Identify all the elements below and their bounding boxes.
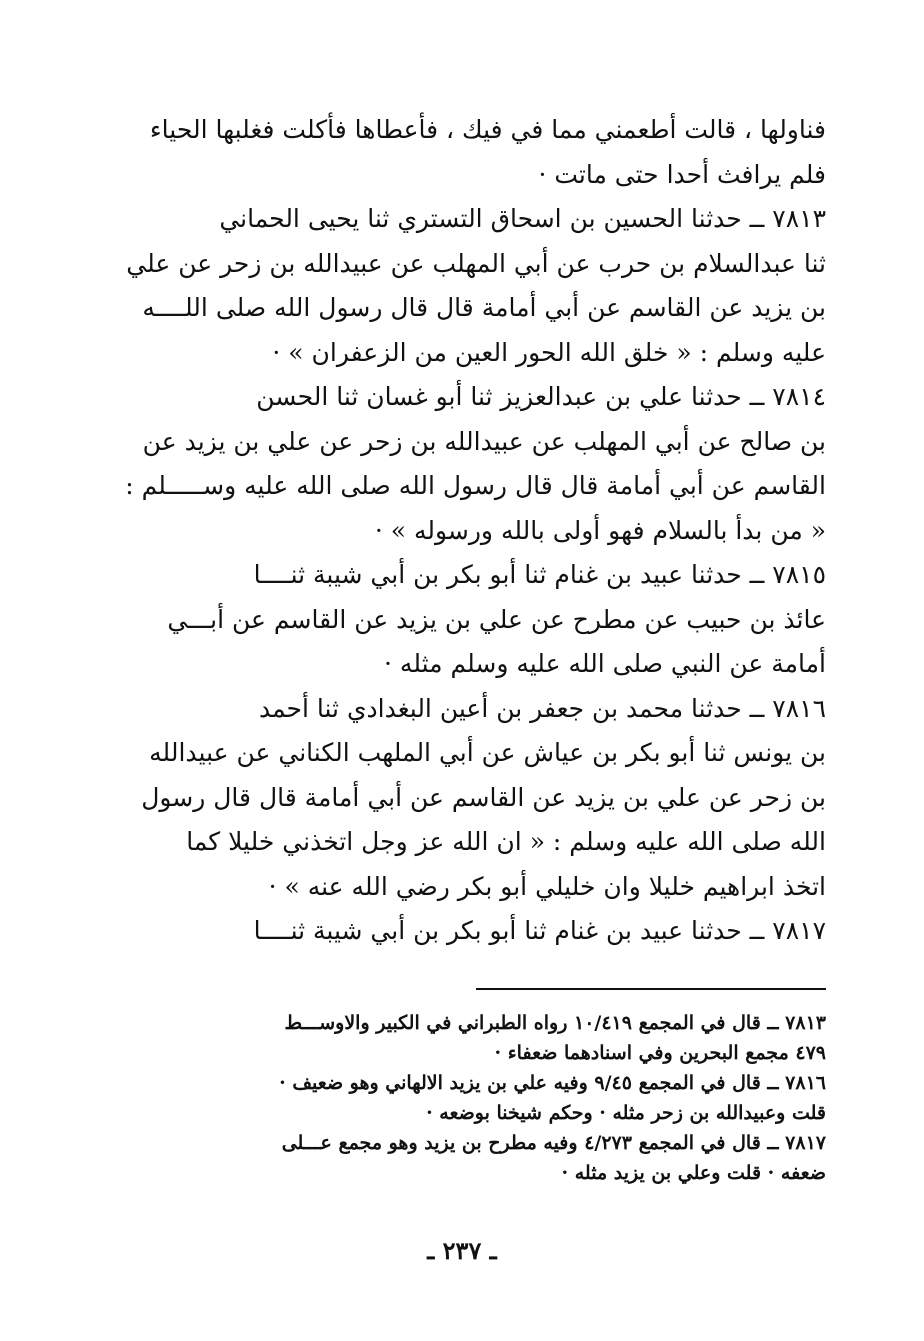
footnote-7817-line: ٧٨١٧ ــ قال في المجمع ٤/٢٧٣ وفيه مطرح بن يزيد وهو مجمع عـــلى (281, 1132, 826, 1154)
body-line: عليه وسلم : « خلق الله الحور العين من الزعفران » · (272, 337, 826, 367)
body-line: عائذ بن حبيب عن مطرح عن علي بن يزيد عن القاسم عن أبـــي (167, 604, 826, 634)
footnote-line: قلت وعبيدالله بن زحر مثله · وحكم شيخنا بوضعه · (426, 1102, 826, 1124)
body-line: أمامة عن النبي صلى الله عليه وسلم مثله · (384, 649, 826, 678)
body-line: « من بدأ بالسلام فهو أولى بالله ورسوله » · (374, 515, 826, 545)
body-line: الله صلى الله عليه وسلم : « ان الله عز وجل اتخذني خليلا كما (186, 827, 826, 856)
hadith-7817-line: ٧٨١٧ ــ حدثنا عبيد بن غنام ثنا أبو بكر بن أبي شيبة ثنــــا (253, 916, 826, 945)
body-line: ثنا عبدالسلام بن حرب عن أبي المهلب عن عبيدالله بن زحر عن علي (126, 248, 826, 278)
body-line: اتخذ ابراهيم خليلا وان خليلي أبو بكر رضي الله عنه » · (268, 871, 826, 901)
body-line: بن زحر عن علي بن يزيد عن القاسم عن أبي أمامة قال قال رسول (141, 782, 826, 812)
footnote-7813-line: ٧٨١٣ ــ قال في المجمع ١٠/٤١٩ رواه الطبراني في الكبير والاوســـط (284, 1012, 826, 1034)
footnote-line: ضعفه · قلت وعلي بن يزيد مثله · (561, 1162, 826, 1184)
footnotes-block (116, 1008, 826, 1188)
hadith-7816-line: ٧٨١٦ ــ حدثنا محمد بن جعفر بن أعين البغدادي ثنا أحمد (258, 693, 826, 723)
footnote-7816-line: ٧٨١٦ ــ قال في المجمع ٩/٤٥ وفيه علي بن يزيد الالهاني وهو ضعيف · (279, 1072, 826, 1094)
body-line: فلم يرافث أحدا حتى ماتت · (538, 159, 826, 189)
hadith-7813-line: ٧٨١٣ ــ حدثنا الحسين بن اسحاق التستري ثنا يحيى الحماني (219, 204, 826, 233)
page-number: ـ ٢٣٧ ـ (427, 1236, 497, 1265)
hadith-7814-line: ٧٨١٤ ــ حدثنا علي بن عبدالعزيز ثنا أبو غسان ثنا الحسن (256, 382, 826, 411)
hadith-7815-line: ٧٨١٥ ــ حدثنا عبيد بن غنام ثنا أبو بكر بن أبي شيبة ثنــــا (253, 560, 826, 589)
footnote-divider (476, 988, 826, 990)
footnote-line: ٤٧٩ مجمع البحرين وفي اسنادهما ضعفاء · (494, 1042, 826, 1064)
main-text-block (116, 108, 826, 954)
body-line: بن يونس ثنا أبو بكر بن عياش عن أبي الملهب الكناني عن عبيدالله (149, 738, 826, 767)
body-line: القاسم عن أبي أمامة قال قال رسول الله صلى الله عليه وســـــلم : (125, 471, 826, 500)
body-line: بن يزيد عن القاسم عن أبي أمامة قال قال رسول الله صلى اللــــه (142, 293, 826, 322)
body-line: فناولها ، قالت أطعمني مما في فيك ، فأعطاها فأكلت فغلبها الحياء (149, 115, 826, 144)
body-line: بن صالح عن أبي المهلب عن عبيدالله بن زحر عن علي بن يزيد عن (142, 426, 826, 456)
